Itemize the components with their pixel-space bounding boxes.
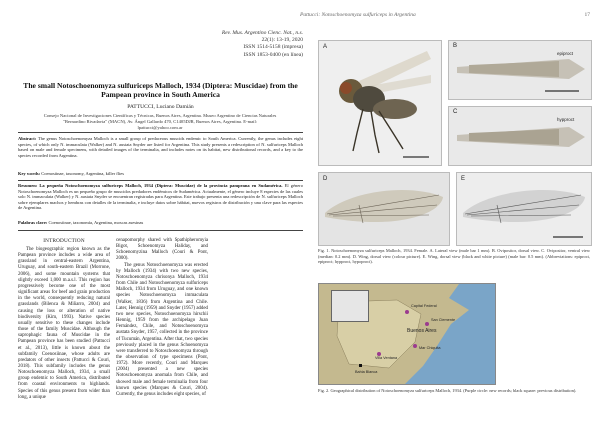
wing-bw	[457, 173, 591, 245]
panel-a	[318, 40, 442, 166]
intro-para: cenapomorphy shared with Spathipheromyia Bigot, Schoenomyza Haliday, and Schoenomyzina Malloch (Couri & Pont, 2000).	[116, 238, 208, 262]
issn-online: ISSN 1853-0400 (en línea)	[243, 51, 303, 58]
ovipositor-ventral	[449, 107, 591, 165]
abstract-text: The genus Notoschoenomyza Malloch is a small group of predaceous muscids endemic to South America. Currently, the genus includes eight species, of which only N. immaculata (Walker) and N. austata Snyder are listed for Argentina. This study presents a redescription of N. sulfuriceps Malloch based on male and female specimens, with detailed images of the terminalia, and includes notes on its habitat, new distributional records, and a key to the species recorded from Argentina.	[18, 136, 303, 158]
divider	[18, 230, 303, 231]
place-label: Mar Chiquita	[419, 346, 441, 350]
abstract	[18, 136, 303, 158]
place-label: Villa Ventana	[375, 356, 398, 360]
wing-colour	[319, 173, 449, 245]
place-label: San Clemente	[431, 318, 456, 322]
running-header	[300, 12, 590, 18]
inset-map	[331, 290, 369, 322]
divider	[18, 180, 303, 181]
panel-label: C	[453, 109, 458, 115]
panel-b	[448, 40, 592, 100]
keywords-label: Key words:	[18, 171, 41, 176]
journal-name: Rev. Mus. Argentino Cienc. Nat., n.s.	[221, 30, 303, 36]
ocean-label: Buenos Aires	[407, 328, 437, 334]
panel-label: A	[323, 44, 328, 50]
affiliation: Consejo Nacional de Investigaciones Científicas y Técnicas, Buenos Aires, Argentina. Museo Argentino de Ciencias Naturales "Bernardino Rivadavia" (MACN), Av. Ángel Gallardo 470, C1405DJR, Buenos Aires, Argentina. E-mail: lpattucci@yahoo.com.ar	[43, 113, 277, 130]
panel-e	[456, 172, 592, 246]
abstract-label: Abstract:	[18, 136, 37, 141]
running-header-title: Pattucci: Notoschoenomyza sulfuriceps in Argentina	[300, 12, 416, 18]
paper-title: The small Notoschoenomyza sulfuriceps Malloch, 1934 (Diptera: Muscidae) from the Pampean province in South America	[23, 81, 298, 100]
intro-column-1: The biogeographic region known as the Pampean province includes a wide area of grassland in central-eastern Argentina, Uruguay, and south-eastern Brazil (Morrone, 2006), and some mountain systems that slightly exceed 1,000 m.a.s.l. This region has progressively become one of the most significant areas for beef and grain production in the world, consequently reducing natural grasslands (Bilenca & Miñarro, 2004) and causing the loss or alteration of native biodiversity (Kim, 1993). Native species usually sensitive to these changes include those of the family Muscidae. Although the saprophagic fauna of Muscidae in the Pampean province has been studied (Pattucci et al., 2013), little is known about the subfamily Coenosiinae, whose adults are predators of other insects (Pattucci & Couri, 2018). This subfamily includes the genus Notoschoenomyza Malloch, 1934, a small group endemic to South America, distributed from coastal environments to highlands. Species of this genus present from wider than long, a unique	[18, 247, 110, 400]
place-label: Bahia Blanca	[355, 370, 378, 374]
keywords	[18, 171, 303, 177]
panel-label: B	[453, 43, 458, 49]
resumen-label: Resumen: La pequeña Notoschoenomyza sulfuriceps Malloch, 1934 (Diptera: Muscidae) de la provincia pampeana en Sudamérica.	[18, 183, 283, 188]
resumen	[18, 183, 303, 211]
panel-label: E	[461, 176, 466, 182]
panel-d	[318, 172, 450, 246]
ovipositor-dorsal	[449, 41, 591, 99]
resumen-text: El género Notoschoenomyza Malloch es un pequeño grupo de muscidos predadores endémicos de Sudamérica. Actualmente, el género incluye 8 especies de las cuales solo N. immaculata (Walker) y N. austata Snyder se encuentran registradas para Argentina. Este trabajo presenta una redescripción de N. sulfuriceps Malloch sobre ejemplares machos y hembras con detalles de la terminalia, e incluye datos sobre hábitat, nuevos registros de distribución y una clave para las especies de Argentina.	[18, 183, 303, 211]
figure-1	[318, 40, 590, 278]
panel-label: D	[323, 176, 328, 182]
figure-2-caption: Fig. 2. Geographical distribution of Notoschoenomyza sulfuriceps Malloch, 1934. (Purple circle: new records; black square: previous distribution).	[318, 388, 577, 393]
palabras-text: Coenosiinae, taxonomía, Argentina, moscas asesinas	[48, 220, 144, 225]
place-label: Capital Federal	[411, 304, 437, 308]
epiproct-label: epiproct	[557, 51, 574, 56]
issn-print: ISSN 1514-5158 (impresa)	[243, 44, 303, 51]
author: PATTUCCI, Luciano Damián	[127, 104, 194, 110]
hypproct-label: hypproct	[557, 117, 575, 122]
divider	[18, 132, 303, 133]
panel-c	[448, 106, 592, 166]
palabras-clave	[18, 220, 303, 226]
keywords-text: Coenosiinae, taxonomy, Argentina, killer flies	[41, 171, 124, 176]
journal-info	[18, 30, 303, 59]
page-number: 17	[584, 12, 590, 18]
figure-2-map	[318, 283, 496, 385]
fly-illustration	[319, 41, 441, 165]
palabras-label: Palabras clave:	[18, 220, 48, 225]
journal-volume: 22(1): 13-19, 2020	[261, 37, 303, 44]
intro-para: The genus Notoschoenomyza was erected by Malloch (1934) with two new species, Notoschoenomyza chrisonya Malloch, 1934 from Chile and Notoschoenomyza sulfuriceps Malloch, 1934 from Uruguay, and one known species Notoschoenomyza immaculata (Walker, 1836) from Argentina and Chile. Later, Hennig (1959) and Snyder (1957) added two new species, Notoschoenomyza hirschii Hennig, 1959 from the archipelago Juan Fernández, Chile, and Notoschoenomyza austata Snyder, 1957, collected in the province of Tucumán, Argentina. After that, two species previously placed in the genus Schoenomyza were transferred to Notoschoenomyza through the observation of type specimens (Pont, 1972). More recently, Couri and Marques (2004) presented a new species Notoschoenomyza anomala from Chile, and showed male and female terminalia from four known species (Marques & Couri, 2004). Currently, the genus includes eight species, of	[116, 262, 208, 397]
section-heading: INTRODUCTION	[43, 238, 85, 244]
intro-column-2	[116, 238, 208, 398]
figure-1-caption: Fig. 1. Notoschoenomyza sulfuriceps Malloch, 1934. Female. A. Lateral view (male bar 1 mm). B. Ovipositor, dorsal view. C. Ovipositor, ventral view (median: 0.2 mm). D. Wing, dorsal view (colour picture). E. Wing, dorsal view (black and white picture) (male bar: 0.5 mm). (Abbreviations: epiproct, epiproct; hypproct, hypoproct).	[318, 248, 590, 264]
